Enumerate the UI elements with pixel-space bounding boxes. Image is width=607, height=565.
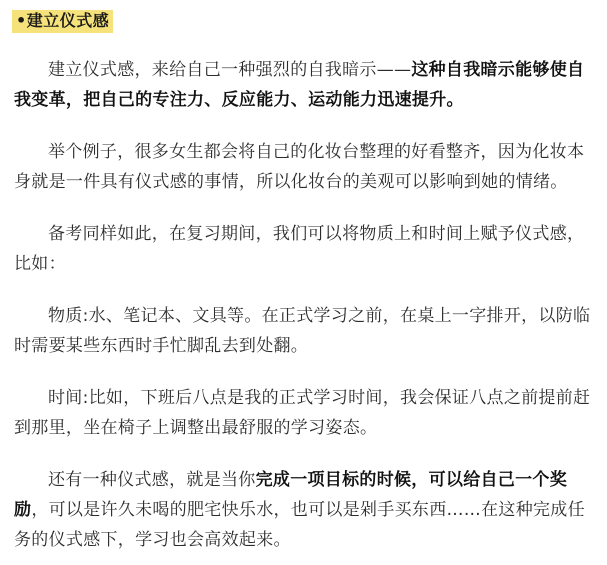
paragraph-5-text: 时间:比如，下班后八点是我的正式学习时间，我会保证八点之前提前赶到那里，坐在椅子上调整出最舒服的学习姿态。 xyxy=(14,388,591,438)
paragraph-5 xyxy=(14,383,593,443)
paragraph-3 xyxy=(14,219,593,279)
paragraph-6-bold: 完成一项目标的时候，可以给自己一个奖励 xyxy=(14,470,568,520)
paragraph-1-text: 建立仪式感，来给自己一种强烈的自我暗示—— xyxy=(48,60,412,80)
paragraph-3-text: 备考同样如此，在复习期间，我们可以将物质上和时间上赋予仪式感，比如： xyxy=(14,224,585,274)
paragraph-4-text: 物质:水、笔记本、文具等。在正式学习之前，在桌上一字排开，以防临时需要某些东西时手忙脚乱去到处翻。 xyxy=(14,306,591,356)
paragraph-1 xyxy=(14,55,593,115)
heading-highlight xyxy=(12,10,113,33)
paragraph-2 xyxy=(14,137,593,197)
section-heading: •建立仪式感 xyxy=(16,11,110,30)
paragraph-2-text: 举个例子，很多女生都会将自己的化妆台整理的好看整齐，因为化妆本身就是一件具有仪式感的事情，所以化妆台的美观可以影响到她的情绪。 xyxy=(14,142,585,192)
paragraph-1-bold: 这种自我暗示能够使自我变革，把自己的专注力、反应能力、运动能力迅速提升。 xyxy=(14,60,585,110)
paragraph-6 xyxy=(14,465,593,555)
paragraph-4 xyxy=(14,301,593,361)
paragraph-6-text-a: 还有一种仪式感，就是当你 xyxy=(48,470,256,490)
paragraph-6-text-b: ，可以是许久未喝的肥宅快乐水，也可以是剁手买东西……在这种完成任务的仪式感下，学习也会高效起来。 xyxy=(14,500,585,550)
